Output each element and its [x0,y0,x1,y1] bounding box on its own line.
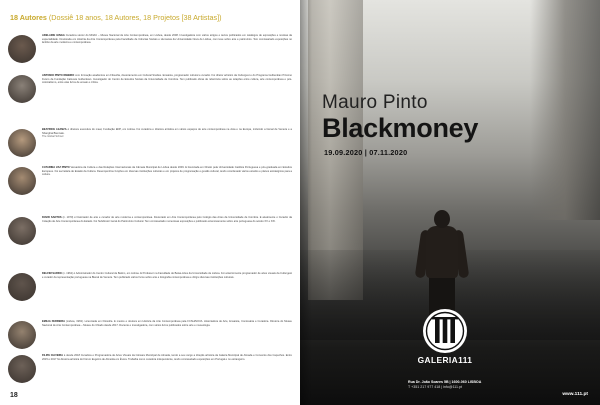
author-photo [8,35,36,63]
author-name: EMÍLIA FERREIRA [42,320,65,323]
author-photo [8,273,36,301]
bio-entry [8,320,292,352]
bio-entry [8,34,292,72]
gallery-website-link[interactable]: www.111.pt [562,392,588,397]
author-bio: (n. 1970) é historiador de arte e curador de arte moderna e contemporânea. Doutorado em Arte Contemporânea pelo Colégio das Artes da Universidade de Coimbra. É atualmente o Curador da Coleção de Arte Contemporânea do Estado. Foi Subdiretor Geral do Património Cultural. Tem comissariado numerosas exposições e publicado extensivamente sobre arte portuguesa do século XX e XXI. [42,216,292,223]
author-name: DAVID SANTOS [42,216,62,219]
right-page-ad [300,0,600,405]
exhibition-dates: 19.09.2020 | 07.11.2020 [324,148,408,157]
background-tree-right [530,0,600,220]
page-fold-shadow [300,0,312,405]
bio-entry [8,216,292,268]
gallery-name: GALERIA111 [417,355,473,365]
author-name: DELFIM SARDO [42,272,62,275]
artist-name: Mauro Pinto [322,92,428,113]
author-name: FILIPA OLIVEIRA [42,354,64,357]
exhibition-title: Blackmoney [322,113,479,143]
author-bio: (n. 1962) é Administrador do Centro Cultural de Belém, em Lisboa. É Professor na Faculdade de Belas-Artes da Universidade de Lisboa. Foi anteriormente programador de artes visuais da Culturgest e curador da representação portuguesa na Bienal de Veneza. Tem publicado vários livros sobre arte e fotografia contemporânea e dirigiu diversas instituições culturais. [42,272,292,279]
author-name: ADELAIDE GINGA [42,34,65,37]
bio-entry [8,166,292,212]
author-bio: com formação académica em Filosofia, doutoramento em Cultural Studies. Ensaísta, programador cultural e curador. Foi diretor artístico da Culturgest e do Programa Gulbenkian Próximo Futuro da Fundação Calouste Gulbenkian. Investigador do Centro de Estudos Sociais da Universidade de Coimbra. Tem publicado obras de referência sobre as relações entre cultura, arte contemporânea e pós-colonialismo, entre elas livros de ensaio e crítica. [42,74,292,85]
author-photo [8,129,36,157]
galeria111-logo-icon [422,308,468,354]
header-subtitle: (Dossiê 18 anos, 18 Autores, 18 Projetos [38 Artistas]) [48,13,222,22]
author-bio: Vereadora da Cultura e das Relações Internacionais da Câmara Municipal de Lisboa desde 2009. É licenciada em Direito pela Universidade Católica Portuguesa e pós-graduada em Estudos Europeus. Foi secretária de Estado da Cultura. Desempenhou funções em diversas instituições culturais e em projetos de programação e gestão cultural, tendo coordenado vários estudos e planos estratégicos para a cultura. [42,166,292,177]
author-photo [8,217,36,245]
page-header [10,13,221,22]
author-photo [8,321,36,349]
bio-entry [8,74,292,126]
author-name: CATARINA VAZ PINTO [42,166,70,169]
author-bio: é desde 2018 Curadora e Programadora de Artes Visuais da Câmara Municipal de Almada, tendo a seu cargo a direção artística da Galeria Municipal de Almada e Convento dos Capuchos. Entre 2015 e 2017 foi diretora artística do Fórum Eugénio de Almeida em Évora. Trabalha como curadora independente, tendo comissariado exposições em Portugal e no estrangeiro. [42,354,292,361]
author-bio: é diretora executiva do maat, Fundação EDP, em Lisboa. Foi curadora e diretora artística em vários espaços de arte contemporânea na Ásia e na Europa, incluindo a bienal de Veneza e a Shanghai Biennale. [42,128,292,135]
bio-entry [8,128,292,162]
bio-entry [8,272,292,316]
author-bio: (Lisboa, 1963). Licenciada em Filosofia. É mestre e doutora em História da Arte Contemporânea pela FCSH/NOVA. Historiadora de Arte, Ensaísta, Comissária e Curadora. Diretora do Museu Nacional de Arte Contemporânea – Museu do Chiado desde 2017. Docente e investigadora, com vários livros publicados sobre arte e museologia. [42,320,292,327]
author-photo [8,75,36,103]
author-photo [8,167,36,195]
page-number: 18 [10,392,18,399]
gallery-contacts: T +351 217 977 418 | info@111.pt [408,384,463,389]
gallery-address: Rua Dr. João Soares 5B | 1600-060 LISBOA [408,380,482,384]
gallery-address-block [408,380,481,389]
author-name: ANTÓNIO PINTO RIBEIRO [42,74,75,77]
header-title: 18 Autores [10,13,47,22]
author-bio: Curadora sénior do MNAC – Museu Nacional de Arte Contemporânea, em Lisboa, desde 2008. Investigadora com vários artigos e textos publicados em catálogos de exposições e revistas da especialidade. Doutorada em História da Arte Contemporânea pela Faculdade de Ciências Sociais e Humanas da Universidade Nova de Lisboa, com tese sobre arte e património. Tem comissariado exposições no âmbito da arte moderna e contemporânea. [42,34,292,45]
bio-entry [8,354,292,388]
author-bio-extra: The Global School [42,135,64,139]
author-name: BEATRICE LEANZA [42,128,67,131]
author-photo [8,355,36,383]
